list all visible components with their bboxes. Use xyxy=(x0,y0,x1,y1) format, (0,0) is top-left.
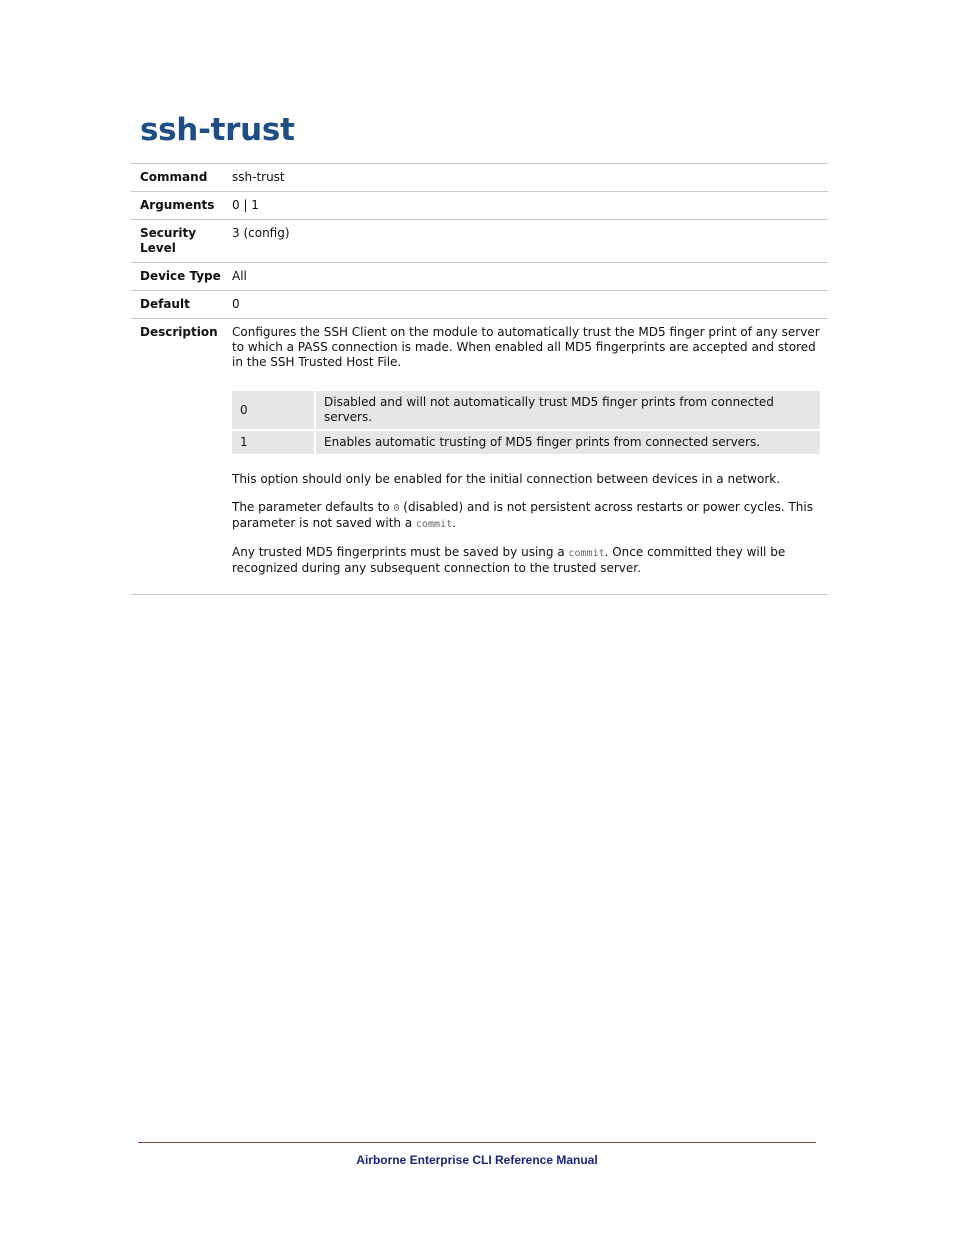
spec-row-description xyxy=(131,319,828,595)
table-row xyxy=(232,391,820,429)
description-note xyxy=(232,545,822,576)
description-intro: Configures the SSH Client on the module to automatically trust the MD5 finger print of any server to which a PASS connection is made. When enabled all MD5 fingerprints are accepted and stored in the SSH Trusted Host File. xyxy=(232,325,820,369)
spec-label: Device Type xyxy=(140,269,221,283)
spec-label: Description xyxy=(140,325,218,339)
note-text: . xyxy=(452,516,456,530)
command-spec-table xyxy=(131,163,828,595)
spec-value: ssh-trust xyxy=(232,170,285,184)
inline-code: 0 xyxy=(393,503,400,514)
options-table xyxy=(230,389,822,456)
inline-code: commit xyxy=(416,519,453,530)
spec-value: 3 (config) xyxy=(232,226,290,240)
note-text: (disabled) and is not persistent across restarts or power cycles. This parameter is not saved with a xyxy=(232,500,813,530)
page-title: ssh-trust xyxy=(140,112,295,148)
note-text: The parameter defaults to xyxy=(232,500,394,514)
spec-value: 0 | 1 xyxy=(232,198,259,212)
spec-row-arguments xyxy=(131,192,828,220)
option-text: Enables automatic trusting of MD5 finger prints from connected servers. xyxy=(316,431,820,454)
description-body xyxy=(232,319,832,594)
note-text: . Once committed they will be recognized during any subsequent connection to the trusted server. xyxy=(232,545,786,575)
spec-label: Security Level xyxy=(140,226,197,255)
note-text: Any trusted MD5 fingerprints must be saved by using a xyxy=(232,545,569,559)
option-text: Disabled and will not automatically trust MD5 finger prints from connected servers. xyxy=(316,391,820,429)
footer-title: Airborne Enterprise CLI Reference Manual xyxy=(356,1153,598,1167)
spec-value: All xyxy=(232,269,247,283)
option-value: 1 xyxy=(232,431,314,454)
spec-row-command xyxy=(131,164,828,192)
description-note xyxy=(232,500,822,532)
inline-code: commit xyxy=(568,548,605,559)
spec-row-default xyxy=(131,291,828,319)
description-note: This option should only be enabled for the initial connection between devices in a network. xyxy=(232,472,781,486)
spec-label: Command xyxy=(140,170,208,184)
spec-label: Arguments xyxy=(140,198,215,212)
footer-divider xyxy=(138,1142,816,1143)
spec-row-security-level xyxy=(131,220,828,263)
option-value: 0 xyxy=(232,391,314,429)
spec-label: Default xyxy=(140,297,190,311)
spec-value: 0 xyxy=(232,297,240,311)
spec-row-device-type xyxy=(131,263,828,291)
table-row xyxy=(232,431,820,454)
